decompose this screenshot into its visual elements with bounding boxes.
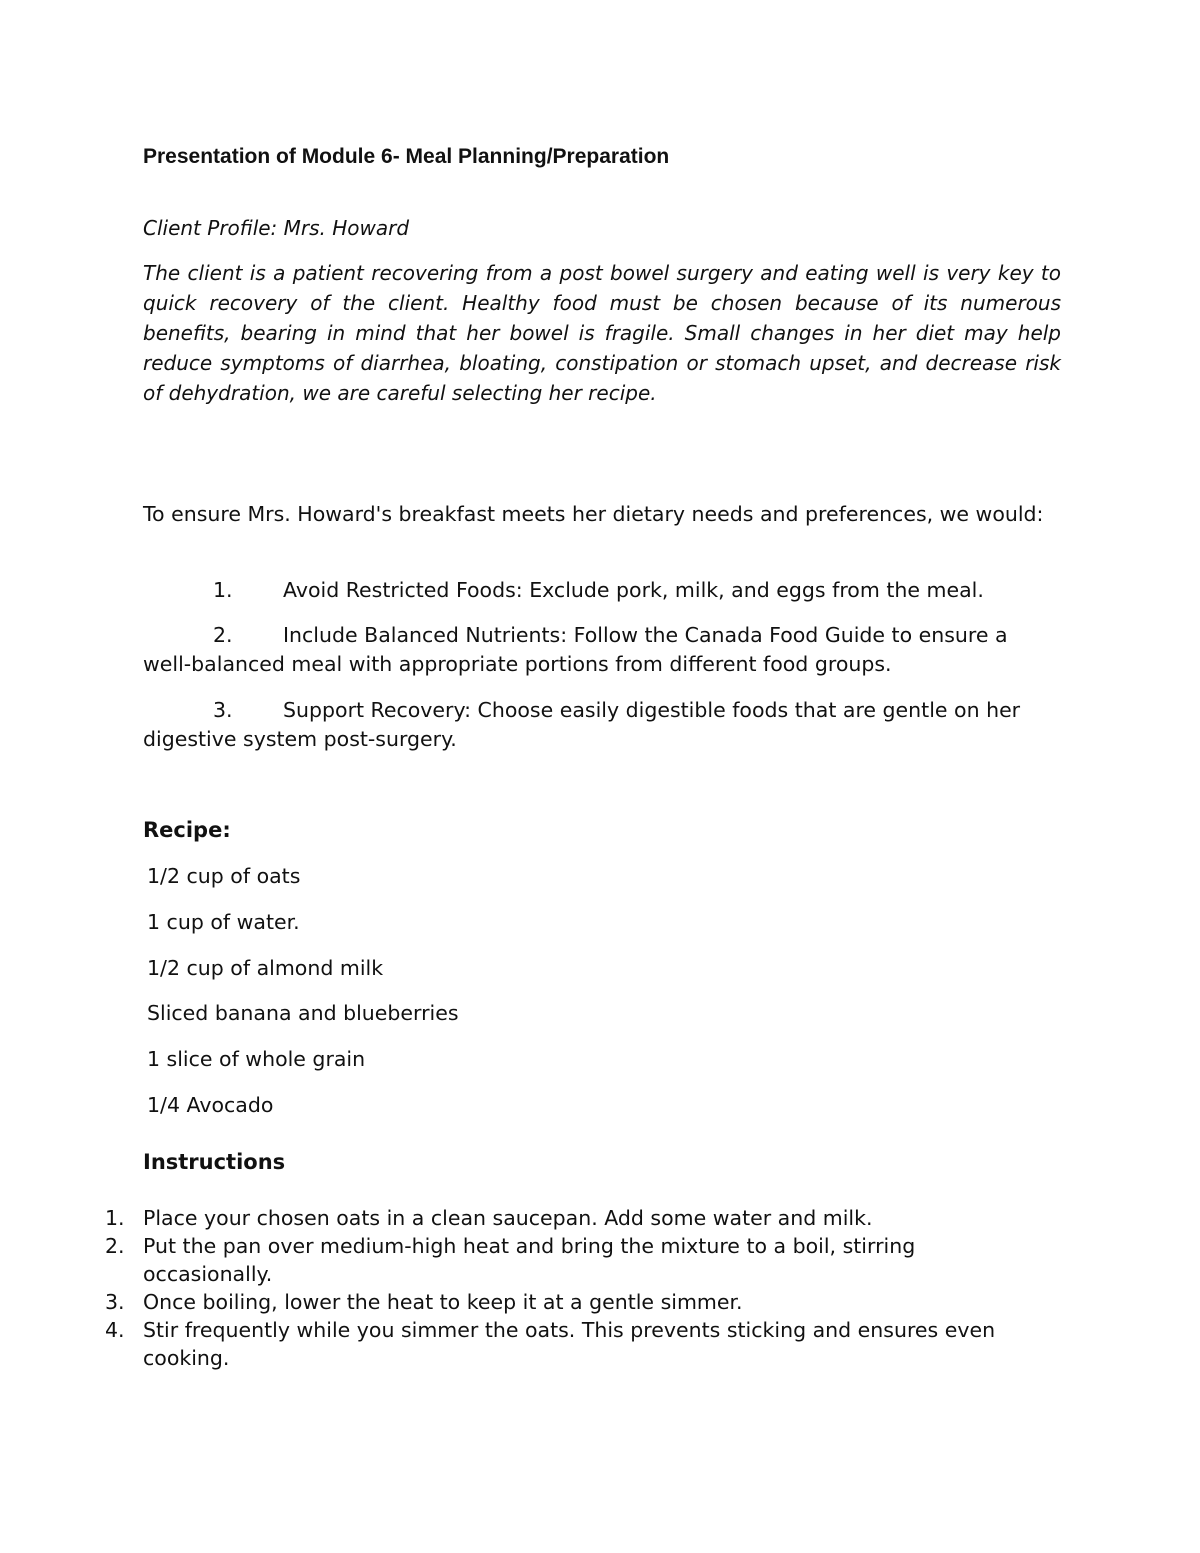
step-number: 2. [105, 1234, 125, 1258]
step-number: 4. [105, 1318, 125, 1342]
step-number: 3. [105, 1290, 125, 1314]
step-text: Once boiling, lower the heat to keep it at a gentle simmer. [143, 1290, 743, 1314]
instruction-step [105, 1288, 1035, 1316]
instruction-step [105, 1316, 1035, 1372]
document-title: Presentation of Module 6- Meal Planning/Preparation [143, 145, 670, 168]
instructions-heading: Instructions [143, 1150, 286, 1174]
step-text: Stir frequently while you simmer the oats. This prevents sticking and ensures even cooking. [143, 1318, 996, 1370]
goal-number: 2. [213, 623, 233, 647]
client-profile-heading: Client Profile: Mrs. Howard [143, 216, 410, 240]
client-description: The client is a patient recovering from a post bowel surgery and eating well is very key to quick recovery of the client. Healthy food must be chosen because of its numerous benefits, bearing in mind that her bowel is fragile. Small changes in her diet may help reduce symptoms of diarrhea, bloating, constipation or stomach upset, and decrease risk of dehydration, we are careful selecting her recipe. [143, 261, 1061, 405]
goal-item [143, 696, 1061, 754]
ingredient-item: 1 cup of water. [147, 910, 300, 934]
goal-item [143, 576, 1061, 605]
goal-item [143, 621, 1061, 679]
goal-text: Avoid Restricted Foods: Exclude pork, milk, and eggs from the meal. [283, 578, 984, 602]
ingredient-item: 1 slice of whole grain [147, 1047, 366, 1071]
step-number: 1. [105, 1206, 125, 1230]
ingredient-item: 1/2 cup of almond milk [147, 956, 384, 980]
goal-number: 3. [213, 698, 233, 722]
instruction-step [105, 1232, 1035, 1288]
ingredient-item: 1/2 cup of oats [147, 864, 301, 888]
ingredient-item: Sliced banana and blueberries [147, 1001, 459, 1025]
recipe-heading: Recipe: [143, 818, 231, 842]
instruction-step [105, 1204, 1035, 1232]
goal-number: 1. [213, 578, 233, 602]
goal-text: Support Recovery: Choose easily digestible foods that are gentle on her digestive system post-surgery. [143, 698, 1021, 751]
intro-paragraph: To ensure Mrs. Howard's breakfast meets her dietary needs and preferences, we would: [143, 502, 1044, 526]
step-text: Put the pan over medium-high heat and bring the mixture to a boil, stirring occasionally. [143, 1234, 916, 1286]
goal-text: Include Balanced Nutrients: Follow the Canada Food Guide to ensure a well-balanced meal with appropriate portions from different food groups. [143, 623, 1008, 676]
step-text: Place your chosen oats in a clean saucepan. Add some water and milk. [143, 1206, 873, 1230]
ingredient-item: 1/4 Avocado [147, 1093, 274, 1117]
